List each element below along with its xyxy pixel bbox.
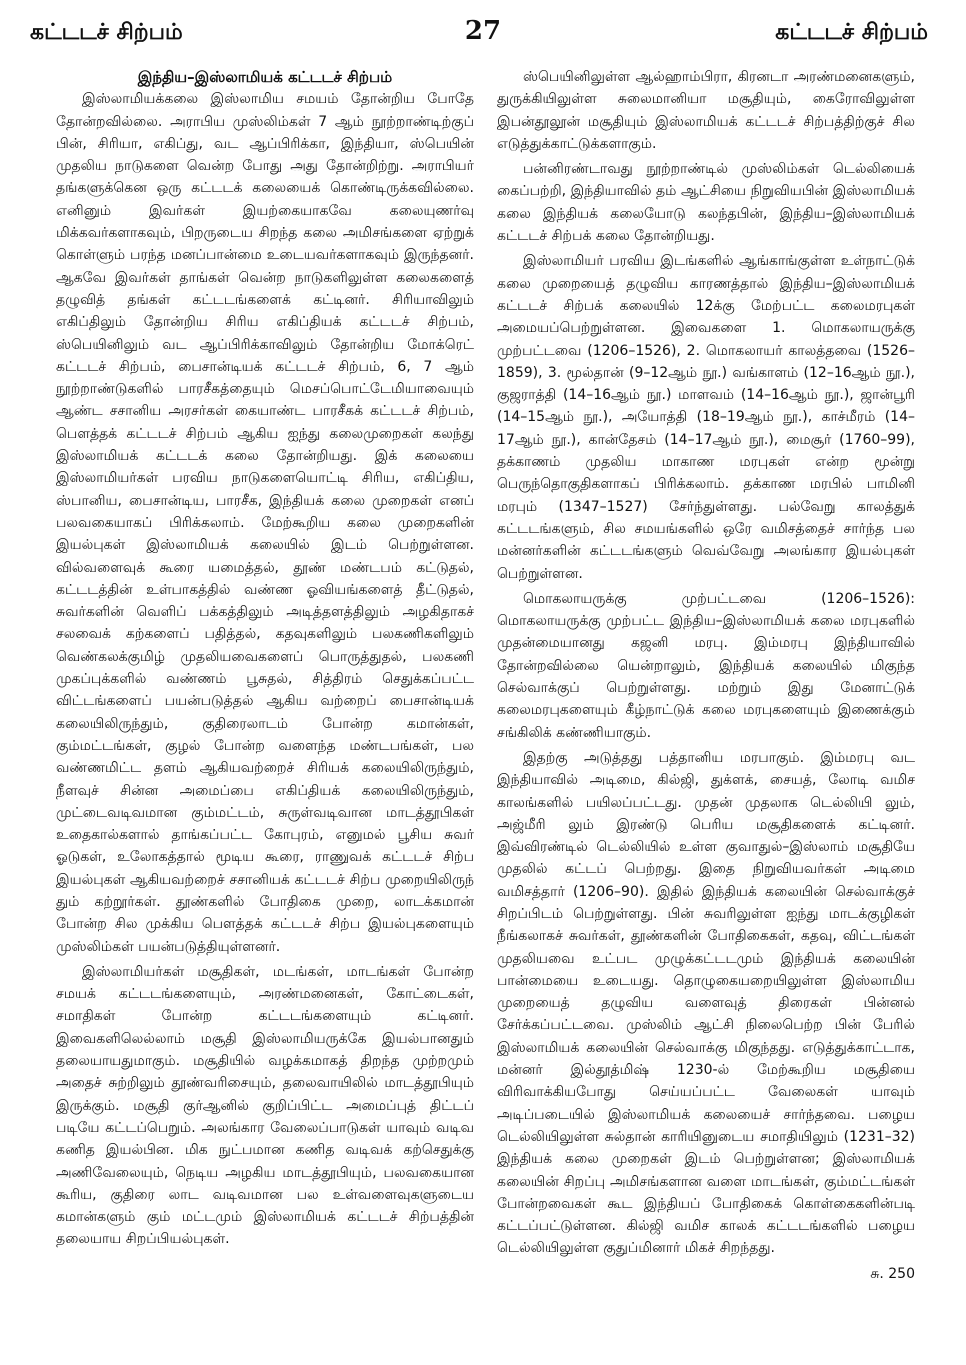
paragraph: இஸ்லாமியர்கள் மசூதிகள், மடங்கள், மாடங்கள் போன்ற சமயக் கட்டடங்களையும், அரண்மனைகள், கோட்டைகள், சமாதிகள் போன்ற கட்டடங்களையும் கட்டினர். இவைகளிலெல்லாம் மசூதி இஸ்லாமியருக்கே இயல்பானதும் தலையாயதுமாகும். மசூதியில் வழக்கமாகத் திறந்த முற்றமும் அதைச் சுற்றிலும் தூண்வரிசையும், தலைவாயிலில் மாடத்தூபியும் இருக்கும். மசூதி குர்ஆனில் குறிப்பிட்ட அமைப்புத் திட்டப் படியே கட்டப்பெறும். அலங்கார வேலைப்பாடுகள் யாவும் வடிவ கணித இயல்பின. மிக நுட்பமான கணித வடிவக் கற்செதுக்கு அணிவேலையும், நெடிய அழகிய மாடத்தூபியும், பலவகையான கூரிய, குதிரை லாட வடிவமான பல உள்வளைவுகளுடைய கமான்களும் கும் மட்டமும் இஸ்லாமியக் கட்டடச் சிற்பத்தின் தலையாய சிறப்பியல்புகள்.: [56, 963, 474, 1248]
section-title: இந்திய–இஸ்லாமியக் கட்டடச் சிற்பம்: [137, 68, 393, 86]
page-number: 27: [464, 16, 502, 46]
paragraph: பன்னிரண்டாவது நூற்றாண்டில் முஸ்லிம்கள் டெல்லியைக் கைப்பற்றி, இந்தியாவில் தம் ஆட்சியை நிறுவியபின் இஸ்லாமியக் கலை இந்தியக் கலையோடு கலந்தபின், இந்திய–இஸ்லாமியக் கட்டடச் சிற்பக் கலை தோன்றியது.: [497, 161, 915, 245]
paragraph: ஸ்பெயினிலுள்ள ஆல்ஹாம்பிரா, கிரனடா அரண்மனைகளும், துருக்கியிலுள்ள சுலைமானியா மசூதியும், கைரோவிலுள்ள இபன்தூலூன் மசூதியும் இஸ்லாமியக் கட்டடச் சிற்பத்திற்குச் சில எடுத்துக்காட்டுக்களாகும்.: [497, 69, 915, 152]
left-column: [56, 66, 474, 1356]
paragraph: மொகலாயருக்கு முற்பட்டவை (1206–1526): மொகலாயருக்கு முற்பட்ட இந்திய–இஸ்லாமியக் கலை மரபுகளில் முதன்மையானது கஜனி மரபு. இம்மரபு இந்தியாவில் தோன்றவில்லை யென்றாலும், இந்தியக் கலையில் மிகுந்த செல்வாக்குப் பெற்றுள்ளது. மற்றும் இது மேனாட்டுக் கலைமரபுகளையும் கீழ்நாட்டுக் கலை மரபுகளையும் இணைக்கும் சங்கிலிக் கண்ணியாகும்.: [497, 590, 915, 741]
paragraph: இஸ்லாமியக்கலை இஸ்லாமிய சமயம் தோன்றிய போதே தோன்றவில்லை. அராபிய முஸ்லிம்கள் 7 ஆம் நூற்றாண்டிற்குப் பின், சிரியா, எகிப்து, வட ஆப்பிரிக்கா, இந்தியா, ஸ்பெயின் முதலிய நாடுகளை வென்ற போது அது தோன்றிற்று. அராபியர் தங்களுக்கென ஒரு கட்டடக் கலையைக் கொண்டிருக்கவில்லை. எனினும் இவர்கள் இயற்கையாகவே கலையுணர்வு மிக்கவர்களாகவும், பிறருடைய சிறந்த கலை அமிசங்களை ஏற்றுக் கொள்ளும் பரந்த மனப்பான்மை உடையவர்களாகவும் இருந்தனர். ஆகவே இவர்கள் தாங்கள் வென்ற நாடுகளிலுள்ள கலைகளைத் தழுவித் தங்கள் கட்டடங்களைக் கட்டினர். சிரியாவிலும் எகிப்திலும் தோன்றிய சிரிய எகிப்தியக் கட்டடச் சிற்பம், ஸ்பெயினிலும் வட ஆப்பிரிக்காவிலும் தோன்றிய மோக்ரெட் கட்டடச் சிற்பம், பைசான்டியக் கட்டடச் சிற்பம், 6, 7 ஆம் நூற்றாண்டுகளில் பாரசீகத்தையும் மெசப்பொட்டேமியாவையும் ஆண்ட சசானிய அரசர்கள் கையாண்ட பாரசீகக் கட்டடச் சிற்பம், பௌத்தக் கட்டடச் சிற்பம் ஆகிய ஐந்து கலைமுறைகள் கலந்து இஸ்லாமியக் கட்டடக் கலை தோன்றியது. இக் கலையை இஸ்லாமியர்கள் பரவிய நாடுகளையொட்டி சிரிய, எகிப்திய, ஸ்பானிய, பைசான்டிய, பாரசீக, இந்தியக் கலை முறைகள் எனப் பலவகையாகப் பிரிக்கலாம். மேற்கூறிய கலை முறைகளின் இயல்புகள் இஸ்லாமியக் கலையில் இடம் பெற்றுள்ளன. வில்வளைவுக் கூரை யமைத்தல், தூண் மண்டபம் கட்டுதல், கட்டடத்தின் உள்பாகத்தில் வண்ண ஓவியங்களைத் தீட்டுதல், சுவர்களின் வெளிப் பக்கத்திலும் அடித்தளத்திலும் அழகிதாகச் சலவைக் கற்களைப் பதித்தல், கதவுகளிலும் பலகணிகளிலும் வெண்கலக்குமிழ் முதலியவைகளைப் பொருத்துதல், பலகணி முகப்புக்களில் வண்ணம் பூசுதல், சித்திரம் செதுக்கப்பட்ட விட்டங்களைப் பயன்படுத்தல் ஆகிய வற்றைப் பைசான்டியக் கலையிலிருந்தும், குதிரைலாடம் போன்ற கமான்கள், கும்மட்டங்கள், குழல் போன்ற வளைந்த மண்டபங்கள், பல வண்ணமிட்ட தளம் ஆகியவற்றைச் சிரியக் கலையிலிருந்தும், நீளவுச் சின்ன அமைப்பை எகிப்தியக் கலையிலிருந்தும், முட்டைவடிவமான கும்மட்டம், சுருள்வடிவான மாடத்தூபிகள் உதைகால்களால் தாங்கப்பட்ட கோபுரம், எனுமல் பூசிய சுவர் ஓடுகள், உலோகத்தால் மூடிய கூரை, ராணுவக் கட்டடச் சிற்ப இயல்புகள் ஆகியவற்றைச் சசானியக் கட்டடச் சிற்ப முறையிலிருந் தும் கற்றூர்கள். தூண்களில் போதிகை முறை, லாடக்கமான் போன்ற சில முக்கிய பௌத்தக் கட்டடச் சிற்ப இயல்புகளையும் முஸ்லிம்கள் பயன்படுத்தியுள்ளனர்.: [56, 91, 474, 955]
paragraph: இதற்கு அடுத்தது பத்தானிய மரபாகும். இம்மரபு வட இந்தியாவில் அடிமை, கில்ஜி, துக்ளக், சையத், லோடி வமிச காலங்களில் பயிலப்பட்டது. முதன் முதலாக டெல்லியி லும், அஜ்மீரி லும் இரண்டு பெரிய மசூதிகளைக் கட்டினர். இவ்விரண்டில் டெல்லியில் உள்ள குவாதுல்–இஸ்லாம் மசூதியே முதலில் கட்டப் பெற்றது. இதை நிறுவியவர்கள் அடிமை வமிசத்தார் (1206–90). இதில் இந்தியக் கலையின் செல்வாக்குச் சிறப்பிடம் பெற்றுள்ளது. பின் சுவரிலுள்ள ஐந்து மாடக்குழிகள் நீங்கலாகச் சுவர்கள், தூண்களின் போதிகைகள், கதவு, விட்டங்கள் முதலியவை உட்பட முழுக்கட்டடமும் இந்தியக் கலையின் பான்மையை உடையது. தொழுகையறையிலுள்ள இஸ்லாமிய முறையைத் தழுவிய வளைவுத் திரைகள் பின்னல் சேர்க்கப்பட்டவை. முஸ்லிம் ஆட்சி நிலைபெற்ற பின் பேரில் இஸ்லாமியக் கலையின் செல்வாக்கு மிகுந்தது. எடுத்துக்காட்டாக, மன்னர் இல்தூத்மிஷ் 1230-ல் மேற்கூறிய மசூதியை விரிவாக்கியபோது செய்யப்பட்ட வேலைகள் யாவும் அடிப்படையில் இஸ்லாமியக் கலையைச் சார்ந்தவை. பழைய டெல்லியிலுள்ள சுல்தான் காரியினுடைய சமாதியிலும் (1231–32) இந்தியக் கலை முறைகள் இடம் பெற்றுள்ளன; இஸ்லாமியக் கலையின் சிறப்பு அமிசங்களான வளை மாடங்கள், கும்மட்டங்கள் போன்றவைகள் கூட இந்தியப் போதிகைக் கொள்கைகளின்படி கட்டப்பட்டுள்ளன. கில்ஜி வமிச காலக் கட்டடங்களில் பழைய டெல்லியிலுள்ள குதுப்மினார் மிகச் சிறந்தது.: [497, 749, 915, 1257]
running-title-right: கட்டடச் சிற்பம்: [775, 20, 928, 45]
page-signature: சு. 250: [870, 1265, 915, 1282]
running-title-left: கட்டடச் சிற்பம்: [30, 20, 183, 45]
right-column: [497, 66, 915, 1356]
paragraph: இஸ்லாமியர் பரவிய இடங்களில் ஆங்காங்குள்ள உள்நாட்டுக் கலை முறையைத் தழுவிய காரணத்தால் இந்திய–இஸ்லாமியக் கட்டடச் சிற்பக் கலையில் 12க்கு மேற்பட்ட கலைமரபுகள் அமையப்பெற்றுள்ளன. இவைகளை 1. மொகலாயருக்கு முற்பட்டவை (1206–1526), 2. மொகலாயர் காலத்தவை (1526–1859), 3. மூல்தான் (9–12ஆம் நூ.) வங்காளம் (12–16ஆம் நூ.), குஜராத்தி (14–16ஆம் நூ.) மாளவம் (14–16ஆம் நூ.), ஜான்பூரி (14–15ஆம் நூ.), அயோத்தி (18–19ஆம் நூ.), காச்மீரம் (14–17ஆம் நூ.), கான்தேசம் (14–17ஆம் நூ.), மைசூர் (1760–99), தக்காணம் முதலிய மாகாண மரபுகள் என்ற மூன்று பெருந்தொகுதிகளாகப் பிரிக்கலாம். தக்காண மரபில் பாமினி மரபும் (1347–1527) சேர்ந்துள்ளது. பல்வேறு காலத்துக் கட்டடங்களும், சில சமயங்களில் ஒரே வமிசத்தைச் சார்ந்த பல மன்னர்களின் கட்டடங்களும் வெவ்வேறு அலங்கார இயல்புகள் பெற்றுள்ளன.: [497, 253, 915, 582]
page-header: [0, 16, 966, 60]
